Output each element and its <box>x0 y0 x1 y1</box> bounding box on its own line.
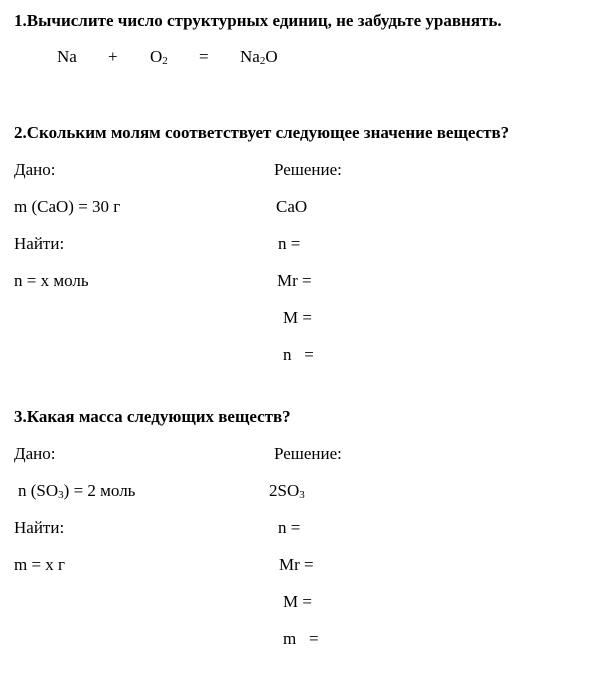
task2-given-value: m (CaO) = 30 г <box>14 197 121 216</box>
reactant-na: Na <box>57 47 77 66</box>
task2-solution-label: Решение: <box>274 160 342 179</box>
plus-sign: + <box>108 47 118 66</box>
task2-solution-formula: CaO <box>276 197 308 216</box>
task2-find-value: n = x моль <box>14 271 89 290</box>
reactant-o2: $O_2$ <box>150 47 168 67</box>
task3-given-label: Дано: <box>14 444 56 463</box>
task3-solution-n: n = <box>278 518 301 537</box>
task1-heading: 1.Вычислите число структурных единиц, не забудьте уравнять. <box>14 11 502 30</box>
product-na2o: $Na_2O$ <box>240 47 278 67</box>
task3-heading: 3.Какая масса следующих веществ? <box>14 407 291 426</box>
task3-given-value: n $(SO_3) = 2$ моль <box>18 481 136 501</box>
task3-solution-mr: Mr = <box>279 555 314 574</box>
equals-sign: = <box>199 47 209 66</box>
task3-find-label: Найти: <box>14 518 65 537</box>
task2-find-label: Найти: <box>14 234 65 253</box>
task2-solution-mr: Mr = <box>277 271 312 290</box>
task2-solution-n: n = <box>278 234 301 253</box>
task3-solution-m: M = <box>283 592 312 611</box>
task2-given-label: Дано: <box>14 160 56 179</box>
task3-solution-m2: m = <box>283 629 319 648</box>
task3-solution-formula: $2SO_3$ <box>269 481 305 501</box>
task2-heading: 2.Скольким молям соответствует следующее значение веществ? <box>14 123 510 142</box>
task2-solution-n2: n = <box>283 345 314 364</box>
task2-solution-m: M = <box>283 308 312 327</box>
task3-solution-label: Решение: <box>274 444 342 463</box>
task3-find-value: m = x г <box>14 555 66 574</box>
